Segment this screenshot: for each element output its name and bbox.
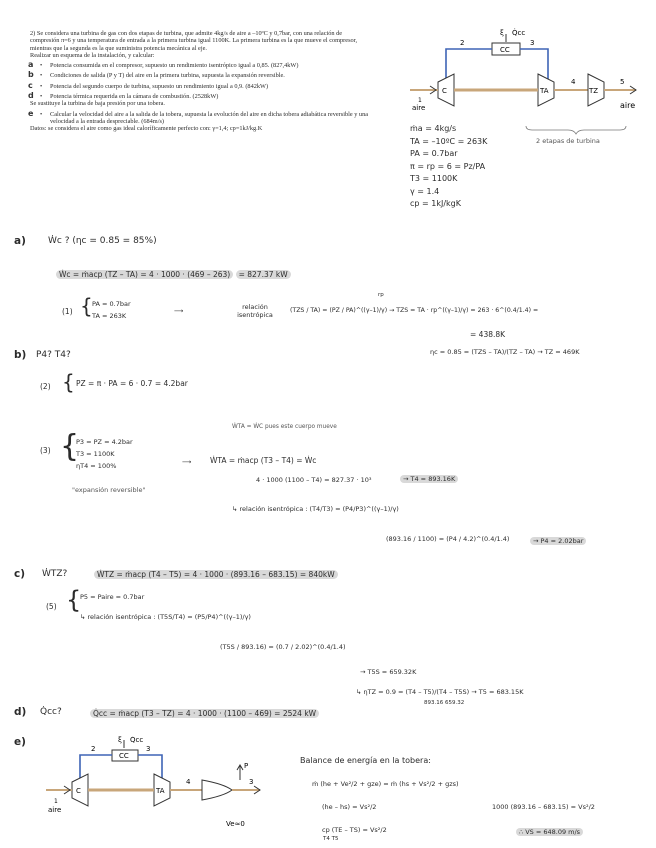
substitution-text: Se sustituye la turbina de baja presión por una tobera. (30, 100, 165, 108)
item-e: e • Calcular la velocidad del aire a la salida de la tobera, supuesta la evolución del aire en dicha tobera adiabática reversible y una velocidad a la entrada despreciable. (684m/s) (28, 108, 369, 125)
air-in-label: aire (412, 104, 426, 112)
heat-label-s: ξ (500, 29, 504, 37)
node-4b: 4 (186, 778, 191, 786)
b2-line: PZ = π · PA = 6 · 0.7 = 4.2bar (76, 379, 188, 388)
node-1: 1 (418, 97, 422, 104)
e-result: ∴ VS = 648.09 m/s (516, 828, 583, 836)
c5-sub: 893.16 659.32 (424, 700, 465, 706)
node-3b: 3 (146, 745, 151, 753)
node-2b: 2 (91, 745, 96, 753)
c5-num: (5) (46, 602, 57, 611)
b3-eq1: ẆTA = ṁacp (T3 – T4) = Ẇc (210, 456, 317, 465)
item-c: c • Potencia del segundo cuerpo de turbina, supuesto un rendimiento igual a 0,9. (842kW) (28, 80, 269, 90)
stages-note: 2 etapas de turbina (536, 137, 600, 144)
item-a: a • Potencia consumida en el compresor, supuesto un rendimiento isentrópico igual a 0,85. (827,4kW) (28, 60, 299, 70)
b3-arrow: ⟶ (182, 458, 192, 466)
section-b-head: b) (14, 349, 27, 361)
d-formula: Q̇cc = ṁacp (T3 – TZ) = 4 · 1000 · (1100 – 469) = 2524 kW (90, 709, 319, 718)
e-line2: (he – hs) = Vs²/2 (322, 803, 377, 811)
given-line: T3 = 1100K (410, 174, 458, 183)
c5-brace: { (66, 586, 82, 614)
given-line: γ = 1.4 (410, 186, 440, 196)
b3-result1: → T4 = 893.16K (400, 475, 458, 483)
c5-result: → T5S = 659.32K (360, 668, 417, 676)
nozzle-diagram (46, 736, 286, 836)
e-line3: cp (TE – TS) = Vs²/2 (322, 826, 387, 834)
node-1b: 1 (54, 798, 58, 805)
e-line4: 1000 (893.16 – 683.15) = Vs²/2 (492, 803, 595, 811)
cc-label-2: CC (119, 752, 129, 760)
data-note: Datos: se considera el aire como gas ideal caloríficamente perfecto con: γ=1,4; cp=1kJ/kg.K (30, 125, 263, 133)
c5-eq: (T5S / 893.16) = (0.7 / 2.02)^(0.4/1.4) (220, 643, 346, 651)
c5-line1: P5 = Paire = 0.7bar (80, 593, 145, 601)
item-b: b • Condiciones de salida (P y T) del aire en la primera turbina, supuesta la expansión reversible. (28, 70, 285, 80)
a1-arrow: ⟶ (174, 307, 184, 315)
b3-relation: ↳ relación isentrópica : (T4/T3) = (P4/P3)^((γ–1)/γ) (232, 505, 399, 513)
a1-relation: relación isentrópica (237, 303, 273, 319)
nozzle (202, 780, 232, 800)
ve-label: Ve≈0 (226, 820, 245, 828)
section-d-question: Q̇cc? (40, 707, 62, 717)
a1-eq: (TZS / TA) = (PZ / PA)^((γ–1)/γ) → TZS = TA · rp^((γ–1)/γ) = 263 · 6^(0.4/1.4) = (290, 307, 539, 314)
a1-brace: { (80, 294, 93, 318)
a1-rp: rp (378, 292, 384, 298)
b3-eq2: 4 · 1000 (1100 – T4) = 827.37 · 10³ (256, 476, 372, 484)
a1-line2: TA = 263K (92, 312, 127, 320)
a1-line1: PA = 0.7bar (92, 300, 131, 308)
p-label: P (244, 762, 249, 770)
heat-label-s-2: ξ (118, 736, 122, 744)
section-c-head: c) (14, 568, 26, 580)
a-eta: ηc = 0.85 = (TZS – TA)/(TZ – TA) → TZ = 469K (430, 348, 580, 356)
stages-brace (526, 126, 626, 134)
c5-relation: ↳ relación isentrópica : (T5S/T4) = (P5/P4)^((γ–1)/γ) (80, 613, 251, 621)
b3-eq3: (893.16 / 1100) = (P4 / 4.2)^(0.4/1.4) (386, 535, 510, 543)
node-2: 2 (460, 39, 465, 47)
given-line: PA = 0.7bar (410, 149, 458, 158)
problem-text: 2) Se considera una turbina de gas con dos etapas de turbina, que admite 4kg/s de aire a –10ºC y 0,7bar, con una relación de compresión π=6 y una temperatura de entrada a la primera turbina igual 1100K. La primera turbina es la que mueve el compresor, mientras que la segunda es la que suministra potencia mecánica al eje. (30, 30, 358, 52)
b3-num: (3) (40, 446, 51, 455)
given-line: ṁa = 4kg/s (410, 124, 457, 133)
node-4: 4 (571, 78, 576, 86)
a1-result: = 438.8K (470, 330, 506, 339)
given-line: cp = 1kJ/kgK (410, 199, 461, 208)
problem-instruction: Realizar un esquema de la instalación, y calcular: (30, 51, 155, 59)
a1-num: (1) (62, 307, 73, 316)
cc-label: CC (500, 46, 510, 54)
section-d-head: d) (14, 706, 27, 718)
turbine-a-label: TA (540, 87, 549, 95)
b3-line1: P3 = PZ = 4.2bar (76, 438, 133, 446)
node-5: 5 (620, 78, 625, 86)
c-formula: ẆTZ = ṁacp (T4 – T5) = 4 · 1000 · (893.16 – 683.15) = 840kW (94, 570, 338, 579)
section-e-head: e) (14, 736, 26, 748)
b3-line3: ηT4 = 100% (76, 462, 117, 470)
heat-label: Q̇cc (512, 29, 526, 37)
air-out-label: aire (620, 101, 636, 110)
air-in-label-2: aire (48, 806, 62, 814)
c5-eta: ↳ ηTZ = 0.9 = (T4 – T5)/(T4 – T5S) → T5 = 683.15K (356, 688, 524, 696)
b2-num: (2) (40, 382, 51, 391)
b3-top-note: ẆTA = ẆC pues este cuerpo mueve (232, 424, 337, 430)
compressor-label: C (442, 87, 447, 95)
section-a-question: Ẇc ? (ηc = 0.85 = 85%) (48, 236, 157, 246)
b3-line2: T3 = 1100K (76, 450, 115, 458)
given-line: TA = –10ºC = 263K (410, 136, 488, 146)
section-c-question: ẆTZ? (42, 569, 68, 579)
b3-note: "expansión reversible" (72, 486, 146, 494)
e-line1: ṁ (he + Ve²/2 + gze) = ṁ (hs + Vs²/2 + gzs) (312, 780, 459, 788)
node-out: 3 (249, 778, 254, 786)
node-3: 3 (530, 39, 535, 47)
turbine-a-label-2: TA (156, 787, 165, 795)
turbine-z-label: TZ (589, 87, 599, 95)
b2-brace: { (62, 370, 75, 394)
problem-statement (30, 30, 370, 133)
a-formula: Ẇc = ṁacp (TZ – TA) = 4 · 1000 · (469 – 263) = 827.37 kW (56, 270, 291, 279)
compressor-label-2: C (76, 787, 81, 795)
e-title: Balance de energía en la tobera: (300, 756, 431, 765)
section-b-question: P4? T4? (36, 350, 71, 360)
b3-brace: { (60, 429, 80, 464)
heat-label-2: Q̇cc (130, 736, 144, 744)
given-line: π = rp = 6 = Pz/PA (410, 161, 486, 171)
b3-result2: → P4 = 2.02bar (530, 537, 586, 545)
e-line3-sub: T4 T5 (323, 836, 339, 842)
section-a-head: a) (14, 235, 26, 247)
given-data (410, 123, 487, 211)
item-d: d • Potencia térmica requerida en la cámara de combustión. (2528kW) (28, 91, 219, 101)
